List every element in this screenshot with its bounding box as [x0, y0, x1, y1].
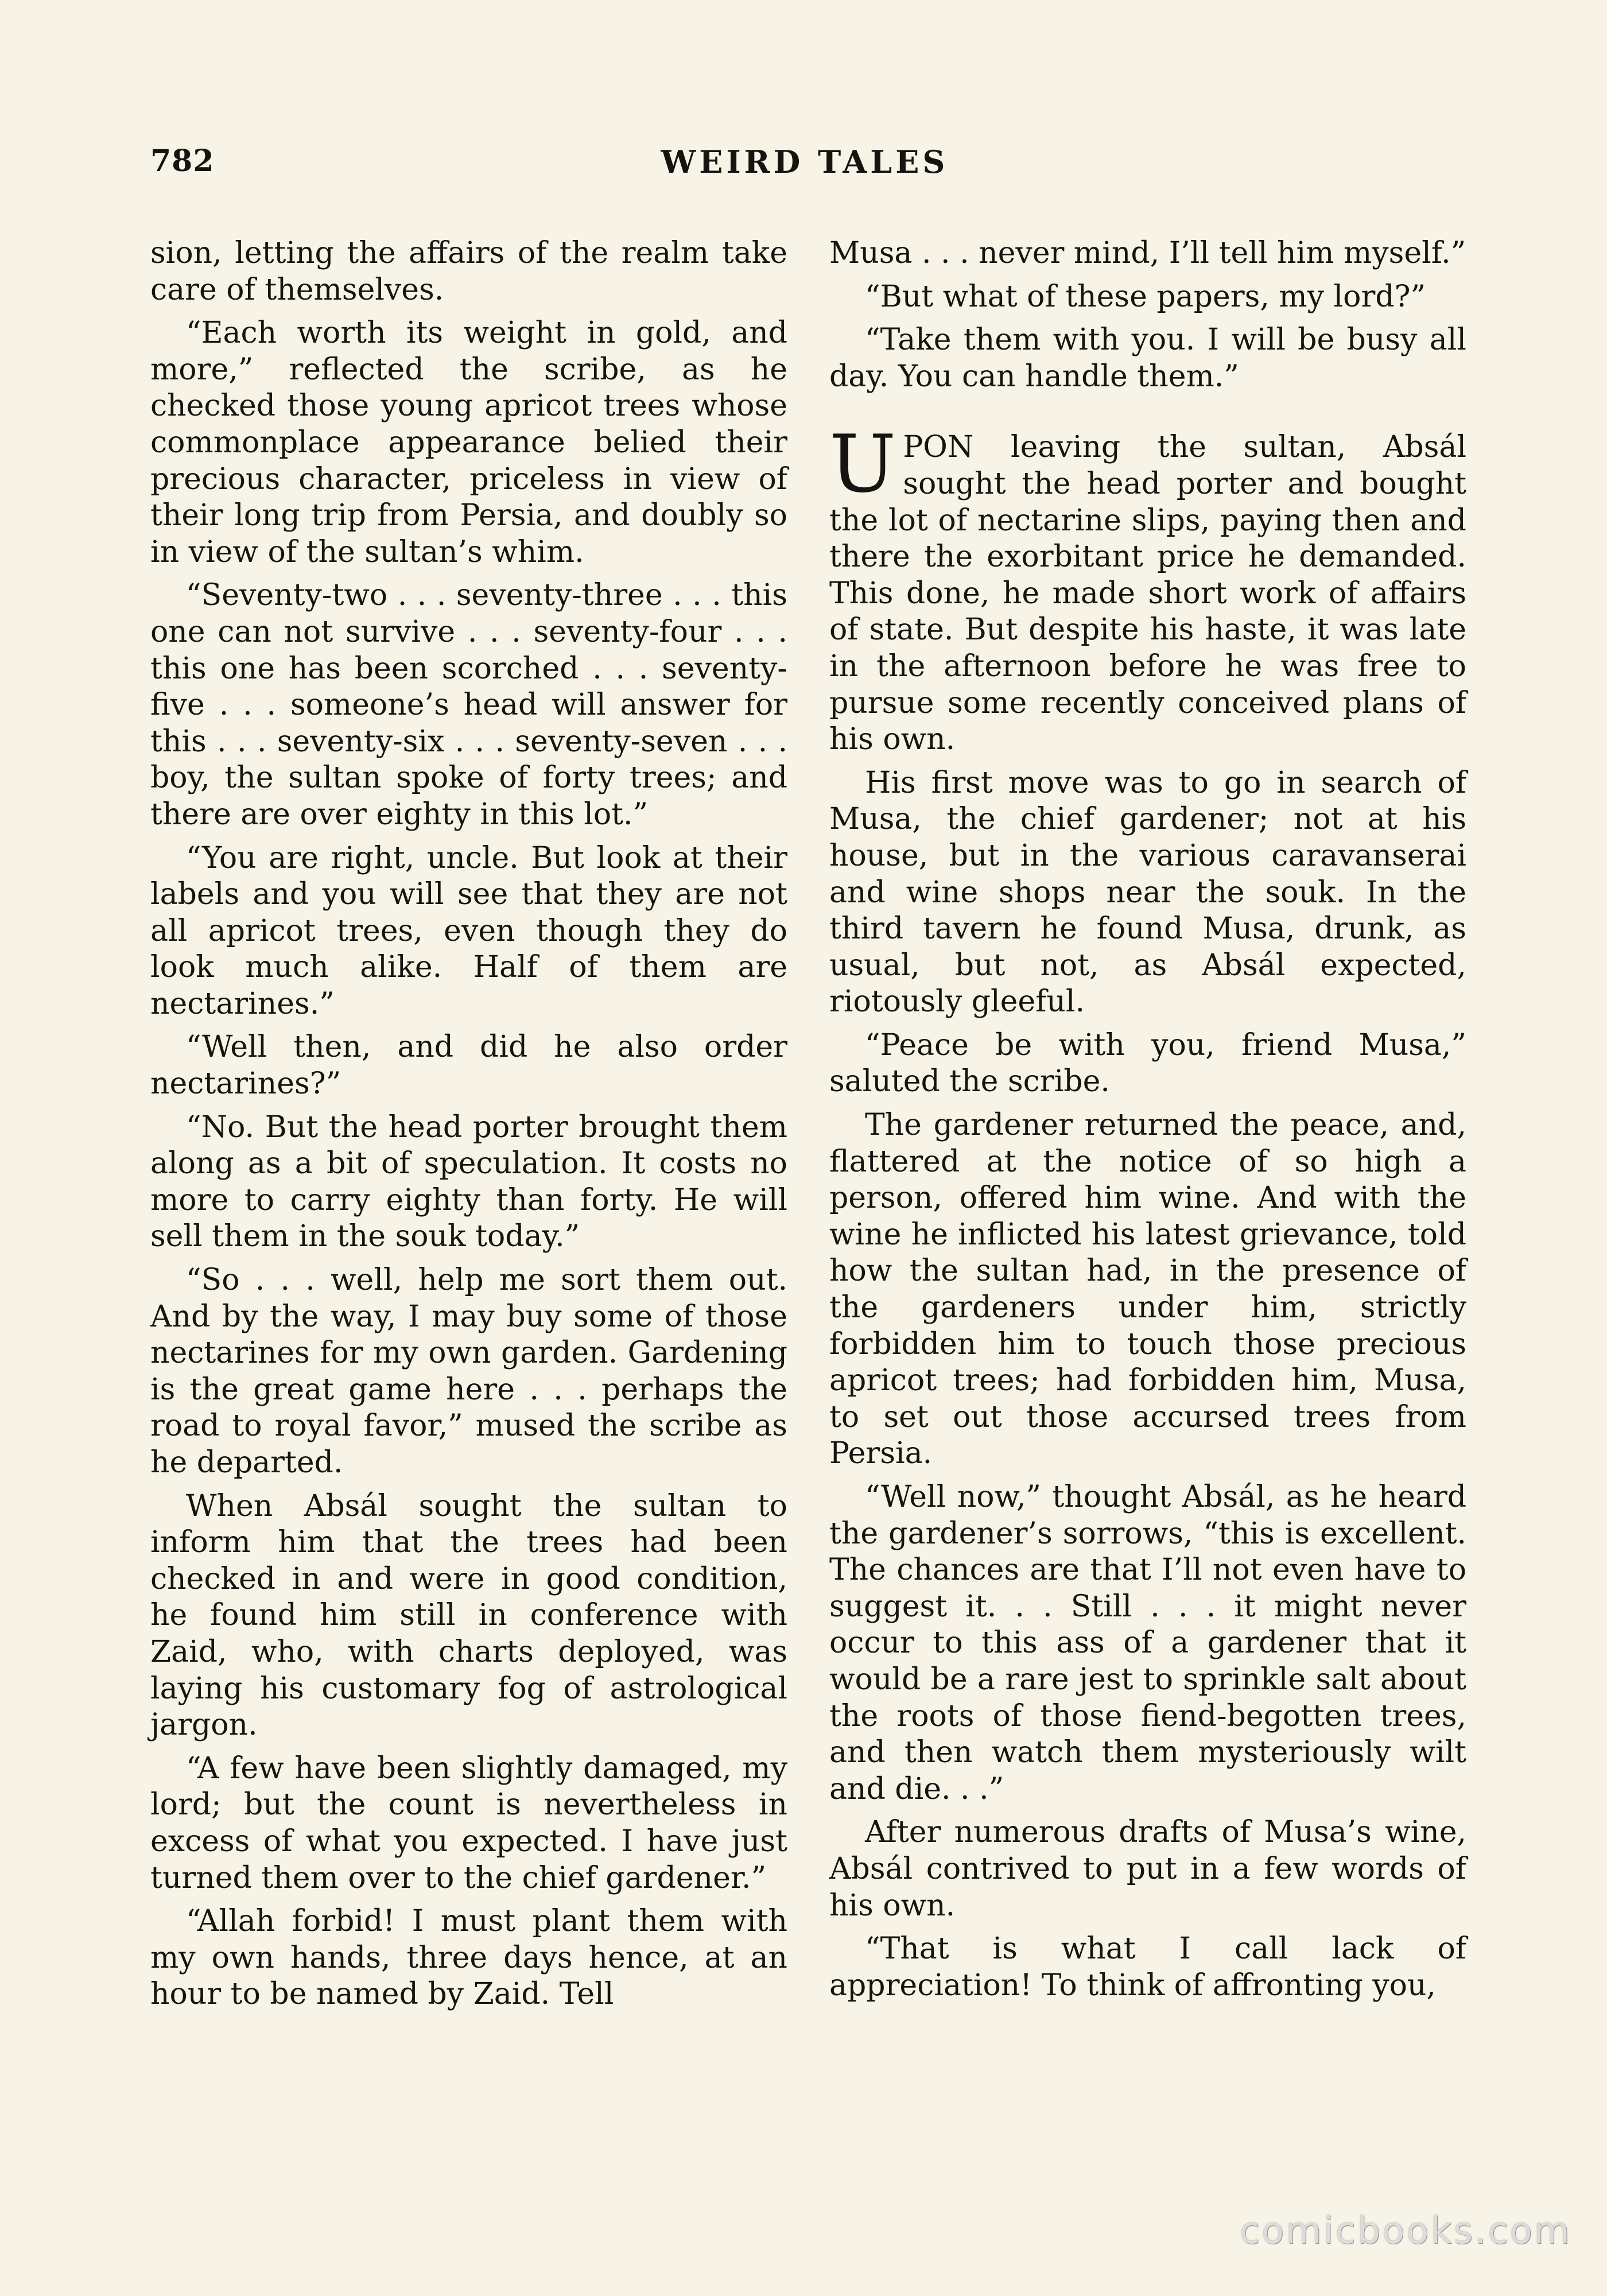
paragraph-body: leaving the sultan, Absál sought the head porter and bought the lot of nectarine slips, paying then and there the exorbitant price he demanded. This done, he made short work of affairs of state. But despite his haste, it was late in the afternoon before he was free to pursue some recently conceived plans of his own.: [829, 430, 1467, 757]
paragraph: “No. But the head porter brought them along as a bit of speculation. It costs no more to carry eighty than forty. He will sell them in the souk today.”: [150, 1110, 787, 1254]
paragraph: When Absál sought the sultan to inform him that the trees had been checked in and were in good condition, he found him still in conference with Zaid, who, with charts deployed, was laying his customary fog of astrological jargon.: [150, 1488, 787, 1743]
paragraph: Musa . . . never mind, I’ll tell him myself.”: [829, 236, 1466, 270]
paragraph: “A few have been slightly damaged, my lord; but the count is nevertheless in excess of what you expected. I have just turned them over to the chief gardener.”: [150, 1751, 787, 1895]
page-header: [150, 144, 1459, 189]
paragraph: “Each worth its weight in gold, and more,” reflected the scribe, as he checked those young apricot trees whose commonplace appearance belied their precious character, priceless in view of their long trip from Persia, and doubly so in view of the sultan’s whim.: [150, 316, 787, 569]
left-column: [150, 235, 787, 2020]
small-caps-lead: PON: [903, 430, 974, 465]
watermark: comicbooks.com: [1239, 2210, 1571, 2252]
paragraph: “You are right, uncle. But look at their labels and you will see that they are not all apricot trees, even though they do look much alike. Half of them are nectarines.”: [150, 840, 787, 1021]
paragraph: “That is what I call lack of appreciation! To think of affronting you,: [829, 1932, 1466, 2003]
paragraph: His first move was to go in search of Musa, the chief gardener; not at his house, but in the various caravanserai and wine shops near the souk. In the third tavern he found Musa, drunk, as usual, but not, as Absál expected, riotously gleeful.: [829, 765, 1466, 1019]
paragraph: “Peace be with you, friend Musa,” saluted the scribe.: [829, 1027, 1466, 1099]
section-opening-paragraph: [829, 418, 1467, 758]
running-title: WEIRD TALES: [661, 144, 949, 180]
paragraph: The gardener returned the peace, and, flattered at the notice of so high a person, offered him wine. And with the wine he inflicted his latest grievance, told how the sultan had, in the presence of the gardeners under him, strictly forbidden him to touch those precious apricot trees; had forbidden him, Musa, to set out those accursed trees from Persia.: [829, 1108, 1466, 1471]
paragraph: “Take them with you. I will be busy all day. You can handle them.”: [829, 323, 1466, 394]
paragraph: “Allah forbid! I must plant them with my own hands, three days hence, at an hour to be named by Zaid. Tell: [150, 1904, 787, 2012]
paragraph: “So . . . well, help me sort them out. And by the way, I may buy some of those nectarines for my own garden. Gardening is the great game here . . . perhaps the road to royal favor,” mused the scribe as he departed.: [150, 1263, 787, 1480]
page-number: 782: [150, 144, 215, 179]
paragraph: After numerous drafts of Musa’s wine, Absál contrived to put in a few words of his own.: [829, 1815, 1466, 1923]
paragraph: “Seventy-two . . . seventy-three . . . this one can not survive . . . seventy-four . . . this one has been scorched . . . seventy-five . . . someone’s head will answer for this . . . seventy-six . . . seventy-seven . . . boy, the sultan spoke of forty trees; and there are over eighty in this lot.”: [150, 578, 787, 832]
paragraph: “But what of these papers, my lord?”: [865, 279, 1426, 314]
paragraph: sion, letting the affairs of the realm take care of themselves.: [150, 236, 787, 307]
drop-cap: U: [829, 418, 896, 511]
paragraph: “Well then, and did he also order nectarines?”: [150, 1030, 787, 1102]
paragraph: “Well now,” thought Absál, as he heard the gardener’s sorrows, “this is excellent. The chances are that I’ll not even have to suggest it. . . Still . . . it might never occur to this ass of a gardener that it would be a rare jest to sprinkle salt about the roots of those fiend-begotten trees, and then watch them mysteriously wilt and die. . .”: [829, 1480, 1466, 1806]
right-column: [829, 235, 1466, 2011]
